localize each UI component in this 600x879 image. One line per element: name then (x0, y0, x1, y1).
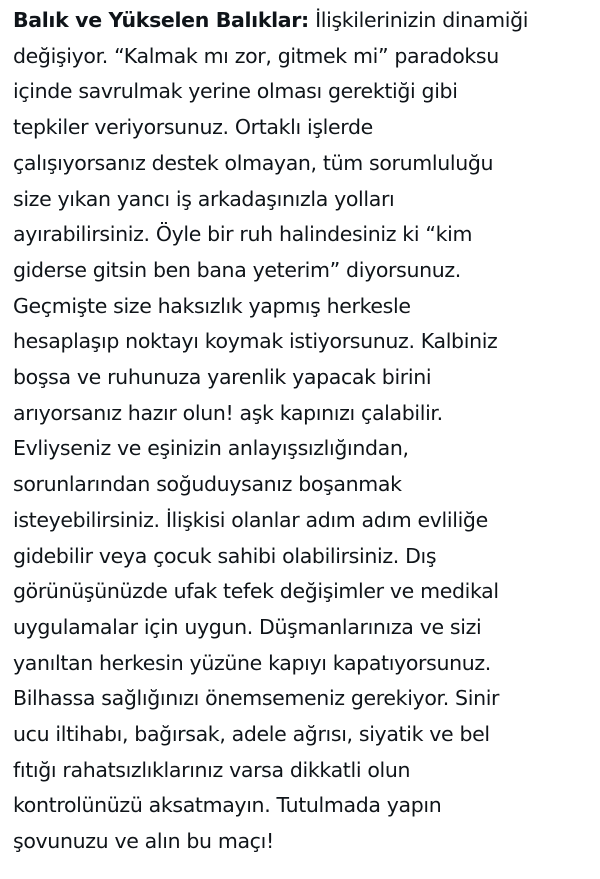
post-line: çalışıyorsanız destek olmayan, tüm sorumluluğu (13, 150, 494, 175)
post-line: ayırabilirsiniz. Öyle bir ruh halindesiniz ki “kim (13, 222, 473, 247)
post-line: yanıltan herkesin yüzüne kapıyı kapatıyorsunuz. (13, 650, 491, 675)
post-line-1-text: İlişkilerinizin dinamiği (308, 8, 529, 32)
post-line: sorunlarından soğuduysanız boşanmak (13, 472, 402, 497)
post-line: uygulamalar için uygun. Düşmanlarınıza ve sizi (13, 614, 482, 639)
post-line: fıtığı rahatsızlıklarınız varsa dikkatli olun (13, 757, 411, 782)
post-line-1 (13, 3, 593, 39)
post-line: size yıkan yancı iş arkadaşınızla yolları (13, 186, 395, 211)
post-line: hesaplaşıp noktayı koymak istiyorsunuz. Kalbiniz (13, 329, 498, 354)
post-line: kontrolünüzü aksatmayın. Tutulmada yapın (13, 793, 442, 818)
post-line: Evliyseniz ve eşinizin anlayışsızlığından, (13, 436, 409, 461)
post-line: boşsa ve ruhunuza yarenlik yapacak birini (13, 365, 432, 390)
post-line: görünüşünüzde ufak tefek değişimler ve medikal (13, 579, 499, 604)
post-line: Bilhassa sağlığınızı önemsemeniz gerekiyor. Sinir (13, 686, 500, 711)
post-line: değişiyor. “Kalmak mı zor, gitmek mi” paradoksu (13, 43, 499, 68)
post-heading: Balık ve Yükselen Balıklar: (13, 8, 309, 32)
post-line: isteyebilirsiniz. İlişkisi olanlar adım adım evliliğe (13, 507, 488, 532)
post-text (13, 0, 593, 860)
post-line: gidebilir veya çocuk sahibi olabilirsiniz. Dış (13, 543, 437, 568)
post-line: giderse gitsin ben bana yeterim” diyorsunuz. (13, 257, 461, 282)
post-line: ucu iltihabı, bağırsak, adele ağrısı, siyatik ve bel (13, 722, 490, 747)
post-line: içinde savrulmak yerine olması gerektiği gibi (13, 79, 458, 104)
post-line: tepkiler veriyorsunuz. Ortaklı işlerde (13, 115, 373, 140)
post-line: şovunuzu ve alın bu maçı! (13, 829, 274, 854)
post-line: arıyorsanız hazır olun! aşk kapınızı çalabilir. (13, 400, 443, 425)
post-line: Geçmişte size haksızlık yapmış herkesle (13, 293, 411, 318)
